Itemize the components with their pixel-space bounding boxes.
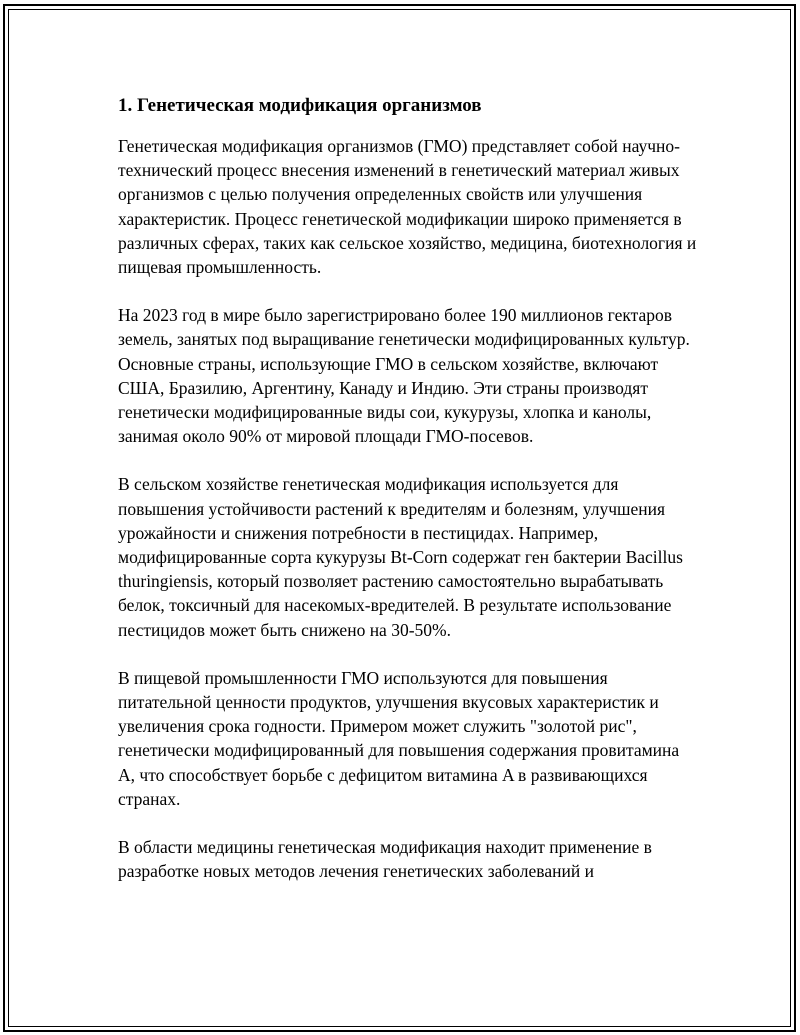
section-heading: 1. Генетическая модификация организмов (118, 95, 482, 116)
paragraph-medicine: В области медицины генетическая модификация находит применение в разработке новых методов лечения генетических заболеваний и (118, 837, 652, 882)
paragraph-statistics: На 2023 год в мире было зарегистрировано более 190 миллионов гектаров земель, занятых под выращивание генетически модифицированных культур. Основные страны, использующие ГМО в сельском хозяйстве, включают США, Бразилию, Аргентину, Канаду и Индию. Эти страны производят генетически модифицированные виды сои, кукурузы, хлопка и канолы, занимая около 90% от мировой площади ГМО-посевов. (118, 305, 690, 447)
paragraph-intro: Генетическая модификация организмов (ГМО) представляет собой научно-технический процесс внесения изменений в генетический материал живых организмов с целью получения определенных свойств или улучшения характеристик. Процесс генетической модификации широко применяется в различных сферах, таких как сельское хозяйство, медицина, биотехнология и пищевая промышленность. (118, 136, 697, 278)
paragraph-food-industry: В пищевой промышленности ГМО используются для повышения питательной ценности продуктов, улучшения вкусовых характеристик и увеличения срока годности. Примером может служить "золотой рис", генетически модифицированный для повышения содержания провитамина A, что способствует борьбе с дефицитом витамина A в развивающихся странах. (118, 667, 680, 809)
document-body (118, 92, 698, 907)
paragraph-agriculture: В сельском хозяйстве генетическая модификация используется для повышения устойчивости растений к вредителям и болезням, улучшения урожайности и снижения потребности в пестицидах. Например, модифицированные сорта кукурузы Bt-Corn содержат ген бактерии Bacillus thuringiensis, который позволяет растению самостоятельно вырабатывать белок, токсичный для насекомых-вредителей. В результате использование пестицидов может быть снижено на 30-50%. (118, 474, 683, 640)
